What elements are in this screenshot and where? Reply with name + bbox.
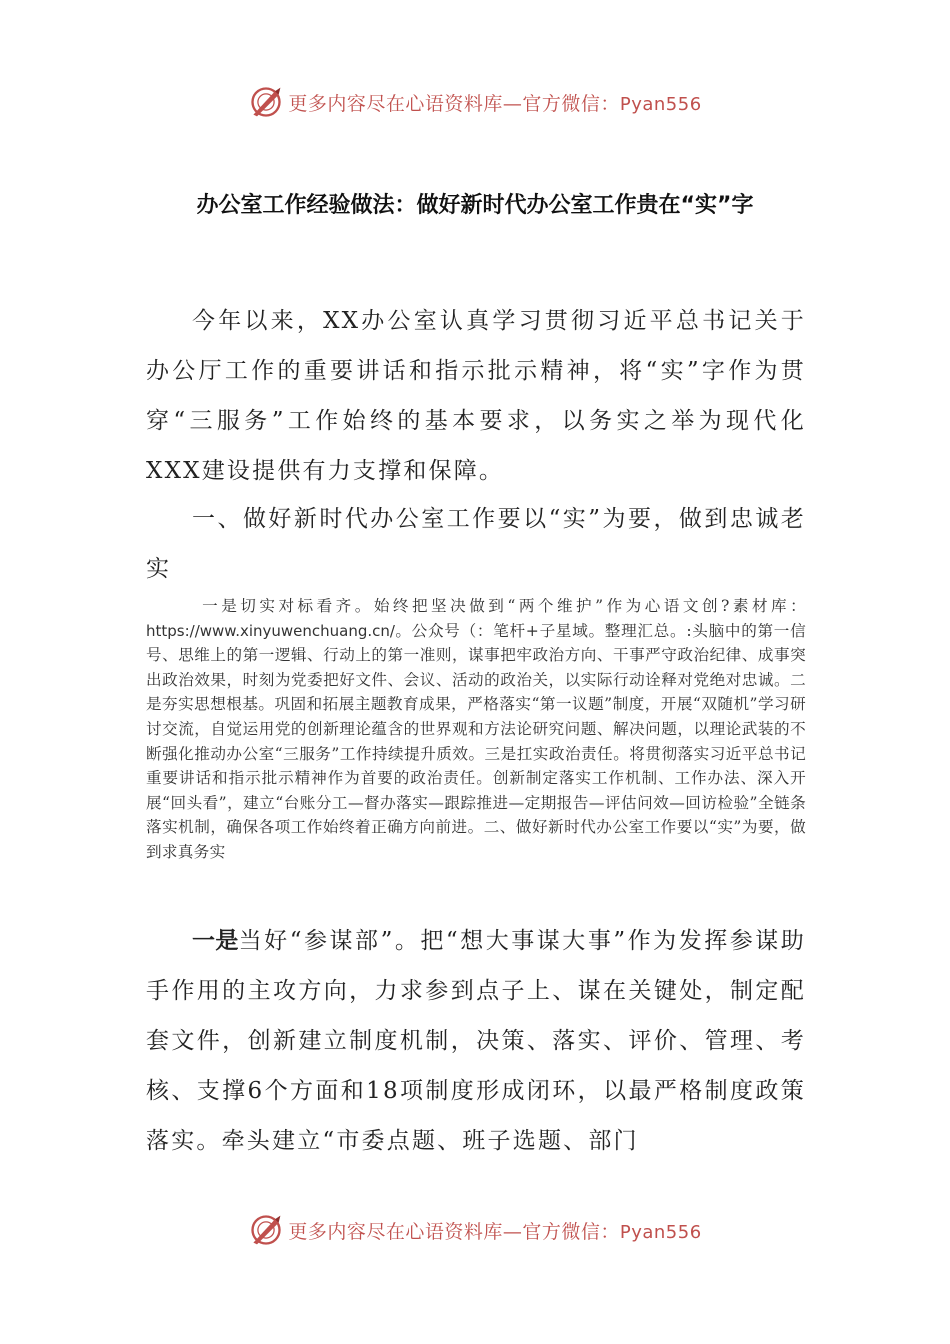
banner-slogan: 更多内容尽在心语资料库 (288, 1220, 503, 1243)
banner-text (288, 89, 701, 116)
document-title: 办公室工作经验做法：做好新时代办公室工作贵在“实”字 (196, 193, 754, 218)
banner-separator: — (502, 92, 523, 115)
banner-wechat-label: 官方微信： (522, 92, 620, 115)
pen-logo-icon (248, 84, 284, 120)
footer-banner (0, 1210, 950, 1250)
banner-slogan: 更多内容尽在心语资料库 (288, 92, 503, 115)
section-1-text-a: 一是切实对标看齐。始终把坚决做到“两个维护”作为心语文创?素材库： (202, 597, 806, 615)
paragraph-lead: 一是 (192, 928, 239, 954)
banner-separator: — (502, 1220, 523, 1243)
section-1-body (146, 594, 806, 865)
banner-wechat-id: Pyan556 (619, 93, 702, 115)
banner-wechat-label: 官方微信： (522, 1220, 620, 1243)
section-1-text-b: 。公众号（：笔杆+子星域。整理汇总。:头脑中的第一信号、思维上的第一逻辑、行动上的第一准则，谋事把牢政治方向、干事严守政治纪律、成事突出政治效果，时刻为党委把好文件、会议、活动的政治关，以实际行动诠释对党绝对忠诚。二是夯实思想根基。巩固和拓展主题教育成果，严格落实“第一议题”制度，开展“双随机”学习研讨交流，自觉运用党的创新理论蕴含的世界观和方法论研究问题、解决问题，以理论武装的不断强化推动办公室“三服务”工作持续提升质效。三是扛实政治责任。将贯彻落实习近平总书记重要讲话和指示批示精神作为首要的政治责任。创新制定落实工作机制、工作办法、深入开展“回头看”，建立“台账分工—督办落实—跟踪推进—定期报告—评估问效—回访检验”全链条落实机制，确保各项工作始终着正确方向前进。二、做好新时代办公室工作要以“实”为要，做到求真务实 (146, 621, 806, 861)
paragraph-body: 当好“参谋部”。把“想大事谋大事”作为发挥参谋助手作用的主攻方向，力求参到点子上、谋在关键处，制定配套文件，创新建立制度机制，决策、落实、评价、管理、考核、支撑6个方面和18项制度形成闭环，以最严格制度政策落实。牵头建立“市委点题、班子选题、部门 (146, 928, 806, 1154)
banner-wechat-id: Pyan556 (619, 1221, 702, 1243)
banner-text (288, 1217, 701, 1244)
intro-paragraph: 今年以来，XX办公室认真学习贯彻习近平总书记关于办公厅工作的重要讲话和指示批示精神，将“实”字作为贯穿“三服务”工作始终的基本要求，以务实之举为现代化XXX建设提供有力支撑和保障。 (146, 308, 806, 484)
section-heading-1: 一、做好新时代办公室工作要以“实”为要，做到忠诚老实 (146, 506, 806, 582)
section-2-paragraph (146, 916, 806, 1166)
pen-logo-icon (248, 1212, 284, 1248)
header-banner (0, 82, 950, 122)
source-url-link[interactable]: https://www.xinyuwenchuang.cn/ (146, 621, 395, 640)
